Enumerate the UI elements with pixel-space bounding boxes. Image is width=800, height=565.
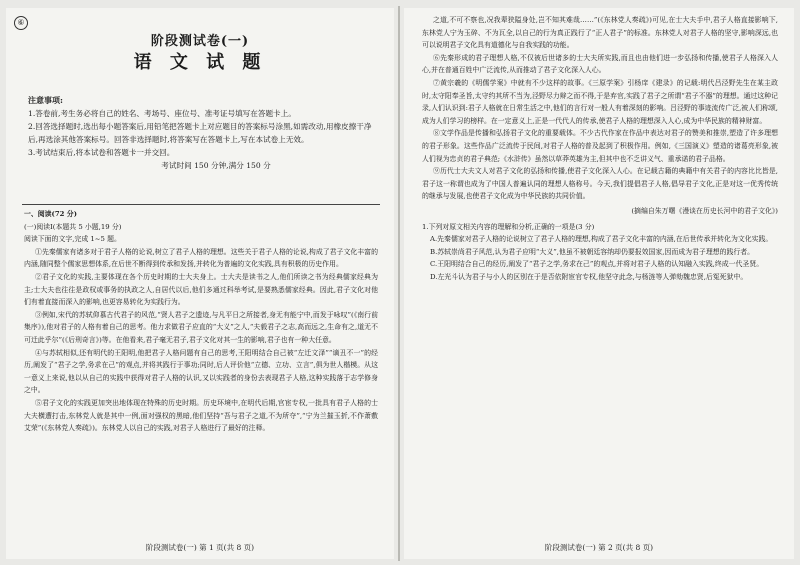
section-heading: 一、阅读(72 分) (24, 210, 77, 218)
exam-notice (28, 94, 374, 172)
passage-paragraph: ⑥先秦形成的君子理想人格,不仅被后世诸多的士大夫所实践,而且也由他们进一步弘扬和传播,使君子人格深入人心,并在普通百姓中广泛流传,从而推动了君子文化深入人心。 (422, 53, 778, 75)
passage-paragraph: ⑧文学作品是传播和弘扬君子文化的重要载体。不少古代作家在作品中表达对君子的赞美和推崇,塑造了许多理想的君子形象。这些作品广泛流传于民间,对君子人格的普及起到了积极作用。例如,《三国演义》塑造的诸葛亮形象,被人们视为忠贞的君子典范;《水浒传》虽然以草莽英雄为主,但其中也不乏讲义气、重承诺的君子品格。 (422, 129, 778, 163)
passage-paragraph: 之道,不可不察也,况我辈狭隘身处,岂不知其难哉……”(《东林党人奏疏》)可见,在士大夫手中,君子人格直接影响下,东林党人宁为玉碎、不为瓦全,以自己的行为真正践行了“正人君子”的标准。东林党人对君子人格的坚守,影响深远,也可以说明君子文化具有道德化与自我实践的功能。 (422, 16, 778, 50)
instruction: 阅读下面的文字,完成 1~5 题。 (24, 235, 121, 244)
passage-paragraph: ⑨历代士大夫文人对君子文化的弘扬和传播,使君子文化深入人心。在记载古籍的典籍中有关君子的内容比比皆是,君子这一称谓也成为了中国人普遍认同的理想人格称号。今天,我们提倡君子人格,倡导君子文化,正是对这一优秀传统的继承与发展,也使君子文化成为中华民族的共同价值。 (422, 167, 778, 201)
exam-page-right (404, 8, 794, 559)
answer-option: C.王阳明结合自己的经历,阐发了“君子之学,务求在己”的观点,并将对君子人格的认知融入实践,终成一代圣贤。 (430, 260, 764, 269)
answer-option: B.苏轼崇尚君子风范,认为君子应明“大义”,他虽不被朝廷容纳却仍要报效国家,因而成为君子理想的践行者。 (430, 247, 755, 256)
notice-item: 1.答卷前,考生务必将自己的姓名、考场号、座位号、准考证号填写在答题卡上。 (28, 109, 296, 118)
passage-paragraph: ①先秦儒家有诸多对于君子人格的论说,树立了君子人格的理想。这些关于君子人格的论说,构成了君子文化丰富的内涵,随同整个儒家思想体系,在后世不断得到传承和发扬,并转化为普遍的文化实践,具有积极的历史作用。 (24, 247, 378, 269)
subsection-heading: (一)阅读Ⅰ(本题共 5 小题,19 分) (24, 222, 122, 231)
page-footer: 阶段测试卷(一) 第 2 页(共 8 页) (544, 543, 654, 552)
passage-source: (摘编自朱万曙《漫谈在历史长河中的君子文化》) (631, 206, 778, 215)
notice-heading: 注意事项: (28, 95, 63, 105)
page-footer: 阶段测试卷(一) 第 1 页(共 8 页) (145, 543, 255, 552)
answer-option: D.左光斗认为君子与小人的区别在于是否依附宦官专权,他坚守此念,与杨涟等人弹劾魏忠贤,后冤死狱中。 (430, 272, 748, 281)
answer-option: A.先秦儒家对君子人格的论说树立了君子人格的理想,构成了君子文化丰富的内涵,在后世传承并转化为文化实践。 (430, 235, 773, 244)
notice-item: 3.考试结束后,将本试卷和答题卡一并交回。 (28, 148, 175, 157)
question-stem: 1.下列对原文相关内容的理解和分析,正确的一项是(3 分) (422, 222, 595, 231)
passage-paragraph: ⑦黄宗羲的《明儒学案》中就有不少这样的故事。《三原学案》引杨庠《建录》的记载:明代吕泾野先生在某主政时,太守阳奉圣旨,太守约其所不当为,泾野尽力辩之而不得,于是弃官,实践了君子之所谓“君子不器”的理想。通过这种记录,人们认识到:君子人格就在日常生活之中,他们的言行对一般人有着深刻的影响。吕泾野的事迹流传广泛,被人们称颂,成为人们学习的榜样。在一定意义上,正是一代代人的传承,使君子人格的理想深入人心,成为中华民族的精神财富。 (422, 78, 778, 125)
corner-circle-mark: ⑥ (14, 16, 28, 30)
passage-paragraph: ②君子文化的实践,主要体现在各个历史时期的士大夫身上。士大夫是读书之人,他们所读之书为经典儒家经典为主;士大夫也往往是政权或事务的执政之人,自居代以后,他们多通过科举考试,是要熟悉儒家经典。因此,君子文化对他们有着直接而深入的影响,也更容易转化为实践行为。 (24, 272, 378, 307)
passage-paragraph: ③例如,宋代的苏轼仰慕古代君子的风范,“贤人君子之遗迹,与凡平日之所接者,身无有能宁中,而发于咏叹”(《南行前集序》),他对君子的人格有着自己的思考。他力求做君子应直的“大义”之人,“夫毅君子之志,高而远之,生命有之,道无不可迁此乎尔”(《后刑奇言》)等。在他看来,君子毫无君子,君子文化对其一生的影响,君子也有一种大任意。 (24, 310, 378, 344)
exam-time: 考试时间 150 分钟,满分 150 分 (161, 161, 271, 170)
passage-paragraph: ④与苏轼相似,还有明代的王阳明,他把君子人格问题有自己的思考,王阳明结合自己被“左迁文泽”“谪丑不一”的经历,阐发了“君子之学,务求在己”的观点,并将其践行于事功;同时,后人评价他“立德、立功、立言”,俱为世人楷模。从这一意义上来说,他以从自己的实践中获得对君子人格的认识,又以实践者的身份去表现君子人格,这种实践落于志学修身之中。 (24, 348, 378, 395)
subject-title: 语 文 试 题 (133, 52, 267, 73)
reading-passage-right (422, 14, 778, 283)
passage-paragraph: ⑤君子文化的实践更加突出地体现在特殊的历史时期。历史环境中,在明代后期,官宦专权,一批具有君子人格的士大夫横遭打击,东林党人就是其中一例,面对强权的黑暗,他们坚持“吾与君子之道,不为所夺”,“宁为兰摧玉折,不作萧敷艾荣”(《东林党人奏疏》)。东林党人以自己的实践,对君子人格进行了最好的注释。 (24, 398, 378, 433)
reading-passage-left (24, 208, 378, 435)
page-gutter (398, 6, 400, 561)
exam-page-left (6, 8, 394, 559)
notice-item: 2.回答选择题时,选出每小题答案后,用铅笔把答题卡上对应题目的答案标号涂黑,如需改动,用橡皮擦干净后,再选涂其他答案标号。回答非选择题时,将答案写在答题卡上,写在本试卷上无效。 (28, 122, 372, 144)
section-rule (22, 204, 380, 205)
exam-title: 阶段测试卷(一) (150, 34, 250, 49)
